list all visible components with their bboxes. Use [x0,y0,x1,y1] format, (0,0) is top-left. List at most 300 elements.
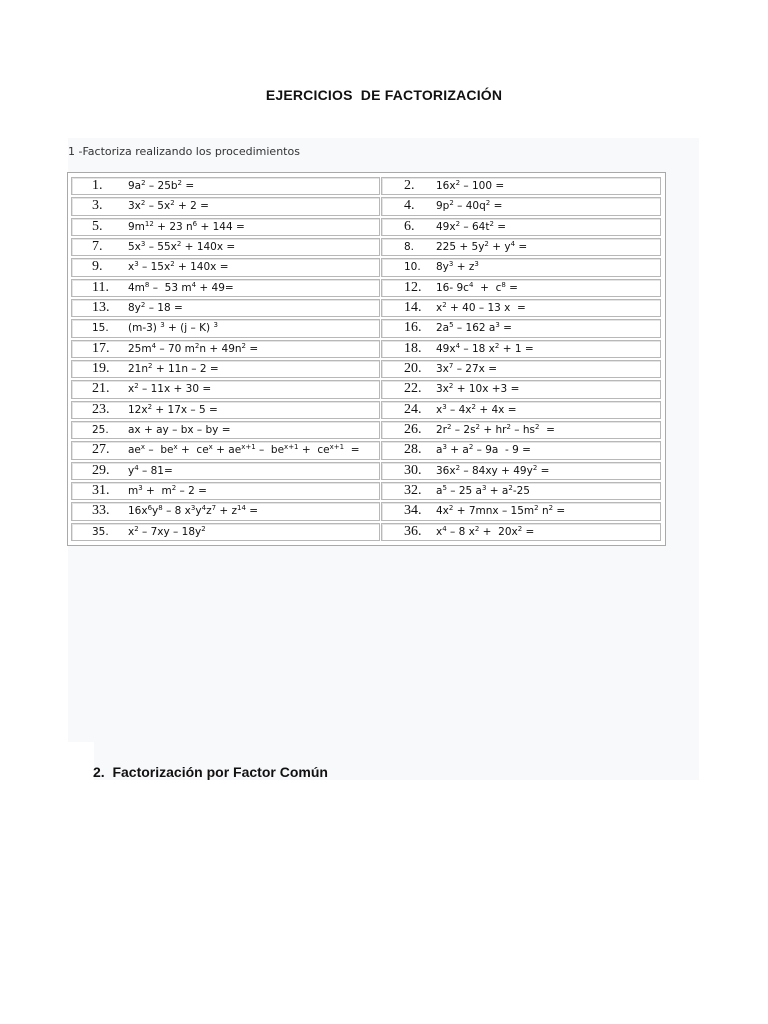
exercise-expression [426,485,530,497]
expression-text: 8y [436,261,449,274]
expression-text: 3x [436,363,449,376]
exponent: 4 [510,240,516,249]
expression-text: + 140x = [174,261,229,274]
expression-text: – 25 a [446,485,482,498]
expression-text: = [493,220,507,233]
expression-text: – 2s [451,424,476,437]
exercise-expression [426,282,518,294]
expression-text: 2a [436,322,450,335]
expression-text: + 20x [479,525,518,538]
exponent: 2 [455,219,461,228]
exponent: x [208,443,213,452]
expression-text: -25 [512,485,530,498]
expression-text: 5x [128,241,141,254]
exercise-cell [71,299,380,317]
section-2-title: Factorización por Factor Común [112,764,328,780]
exponent: 2 [147,402,153,411]
exercise-number: 5. [92,218,103,234]
exercise-cell [381,319,661,337]
exponent: 5 [449,321,454,330]
exercise-number: 29. [92,462,110,478]
exponent: 5 [442,484,447,493]
exponent: 14 [237,504,246,513]
exponent: x [173,443,178,452]
exercise-cell [381,380,661,398]
expression-text: + 49= [196,281,234,294]
exercise-number: 3. [92,198,103,214]
expression-text: – 2 = [176,485,207,498]
exponent: 2 [448,504,454,513]
expression-text: – 70 m [156,342,195,355]
exercise-expression [426,322,512,334]
exercise-expression [116,261,229,273]
exponent: x+1 [241,443,256,452]
exercise-cell [381,299,661,317]
expression-text: – 162 a [453,322,496,335]
expression-text: 49x [436,220,456,233]
exercise-number: 1. [92,178,103,194]
exercise-cell [71,502,380,520]
expression-text: – 5x [145,200,171,213]
exponent: 2 [484,240,489,249]
exponent: 2 [134,524,139,533]
expression-text: + m [142,485,172,498]
expression-text: x [436,302,443,315]
exercise-expression [426,526,534,538]
exponent: 2 [170,260,175,269]
exponent: 2 [449,199,454,208]
expression-text: 3x [128,200,141,213]
exercise-cell [71,421,380,439]
exercise-number: 21. [92,381,110,397]
expression-text: 2r [436,424,447,437]
exponent: 2 [471,402,476,411]
expression-text: z [206,505,212,518]
exercise-cell [381,523,661,541]
expression-text: – 8 x [162,505,191,518]
expression-text: ax + ay – bx – by = [128,424,231,437]
exponent: 2 [140,199,146,208]
exercise-number: 24. [404,401,422,417]
exercise-number: 17. [92,340,110,356]
expression-text: + 11n – 2 = [152,363,219,376]
exercise-cell [381,360,661,378]
exercise-expression [426,200,502,212]
document-title: EJERCICIOS DE FACTORIZACIÓN [265,87,503,103]
expression-text: – 7xy – 18y [138,525,202,538]
exercise-cell [71,238,380,256]
exercise-cell [381,482,661,500]
exercise-expression [116,505,258,517]
exercise-number: 36. [404,523,422,539]
expression-text: 16x [128,505,148,518]
expression-text: – be [255,444,285,457]
expression-text: + 7mnx – 15m [453,505,535,518]
exponent: 2 [141,179,146,188]
exponent: 3 [442,443,447,452]
exercise-expression [426,363,497,375]
exercise-cell [71,197,380,215]
exercise-number: 31. [92,483,110,499]
expression-text: y [195,505,202,518]
exercise-cell [71,523,380,541]
exercise-number: 16. [404,320,422,336]
exercise-number: 13. [92,300,110,316]
exercise-expression [426,221,506,233]
expression-text: + 2 = [174,200,209,213]
exercise-expression [116,404,218,416]
exponent: 4 [201,504,207,513]
expression-text: a [436,485,443,498]
expression-text: – 53 m [149,281,192,294]
expression-text: 36x [436,464,456,477]
exercise-number: 8. [404,241,415,254]
expression-text: 9a [128,180,142,193]
exponent: 2 [508,484,513,493]
panel-notch [68,742,94,782]
exponent: 4 [191,280,197,289]
expression-text: – 64t [460,220,490,233]
exponent: 2 [140,301,146,310]
expression-text: – 11x + 30 = [138,383,212,396]
exponent: 3 [134,260,139,269]
expression-text: + 140x = [181,241,236,254]
expression-text: – 18 = [145,302,183,315]
expression-text: – 84xy + 49y [460,464,533,477]
expression-text: = [515,241,528,254]
exponent: 2 [468,443,474,452]
exercise-expression [426,261,479,273]
exercise-cell [71,177,380,195]
exercise-number: 18. [404,340,422,356]
exponent: 8 [144,280,150,289]
exponent: 2 [474,524,480,533]
exercise-cell [381,218,661,236]
expression-text: + 23 n [153,220,193,233]
exponent: 3 [213,321,218,330]
exercise-number: 20. [404,361,422,377]
exercise-expression [426,241,527,253]
exponent: 2 [201,524,206,533]
exercise-number: 7. [92,239,103,255]
exponent: 4 [455,341,461,350]
exponent: 3 [160,321,165,330]
exponent: 2 [148,362,153,371]
expression-text: – 55x [145,241,177,254]
exercise-expression [116,322,218,334]
expression-text: – be [145,444,174,457]
exercise-number: 30. [404,462,422,478]
expression-text: – 15x [138,261,171,274]
expression-text: x [436,403,443,416]
exponent: 3 [138,484,143,493]
exercise-cell [71,258,380,276]
exercise-cell [71,482,380,500]
exponent: 2 [475,423,481,432]
exercise-cell [71,319,380,337]
exercise-number: 19. [92,361,110,377]
expression-text: + (j – K) [164,322,214,335]
expression-text: 12x [128,403,148,416]
expression-text: = [246,342,259,355]
expression-text: – 18 x [460,342,495,355]
exercise-expression [426,383,519,395]
expression-text: 225 + 5y [436,241,485,254]
expression-text: + ae [212,444,242,457]
expression-text: – 100 = [460,180,505,193]
expression-text: – hs [510,424,535,437]
expression-text: + 40 – 13 x = [446,302,526,315]
exercise-cell [71,441,380,459]
expression-text: = [505,281,518,294]
exponent: 7 [211,504,217,513]
exercise-expression [426,404,517,416]
exponent: 8 [501,280,506,289]
exponent: 3 [190,504,196,513]
exponent: 3 [495,321,500,330]
exponent: 2 [455,179,461,188]
exercise-number: 27. [92,442,110,458]
expression-text: 16x [436,180,456,193]
exponent: 2 [170,199,175,208]
exponent: 6 [192,219,198,228]
expression-text: 25m [128,342,152,355]
expression-text: 4m [128,281,145,294]
expression-text: = [499,322,512,335]
exercise-expression [116,424,231,436]
exercise-number: 26. [404,422,422,438]
expression-text: = [182,180,195,193]
exercise-expression [116,383,211,395]
expression-text: + y [488,241,511,254]
exponent: 3 [140,240,146,249]
exercise-number: 33. [92,503,110,519]
expression-text: + 17x – 5 = [152,403,218,416]
exponent: 12 [144,219,154,228]
expression-text: + 10x +3 = [453,383,520,396]
expression-text: – 4x [446,403,472,416]
exponent: 2 [447,423,452,432]
exercise-expression [426,505,565,517]
expression-text: + ce [177,444,209,457]
expression-text: 21n [128,363,149,376]
exercise-cell [71,340,380,358]
expression-text: + hr [480,424,507,437]
expression-text: – 40q [453,200,486,213]
expression-text: + a [446,444,469,457]
exercise-expression [116,282,234,294]
expression-text: + 144 = [197,220,245,233]
exercise-expression [116,526,206,538]
exponent: 2 [494,341,500,350]
exponent: 2 [534,504,539,513]
exercise-expression [116,343,258,355]
expression-text: n [538,505,549,518]
exponent: 2 [489,219,494,228]
expression-text: = [522,525,535,538]
expression-text: + a [486,485,509,498]
expression-text: 49x [436,342,456,355]
exponent: x+1 [284,443,299,452]
exponent: x+1 [329,443,345,452]
exercise-number: 22. [404,381,422,397]
exercise-cell [381,441,661,459]
exercise-cell [381,421,661,439]
expression-text: + 4x = [475,403,517,416]
exponent: 4 [442,524,447,533]
expression-text: + z [453,261,475,274]
exponent: 3 [481,484,487,493]
exercise-cell [381,401,661,419]
expression-text: + z [216,505,238,518]
exercise-expression [116,465,173,477]
exercise-number: 14. [404,300,422,316]
section-2-number: 2. [93,764,105,780]
exercise-expression [426,424,555,436]
exercise-cell [71,380,380,398]
expression-text: = [490,200,503,213]
exercise-number: 4. [404,198,415,214]
exercise-column-left [71,176,380,542]
exponent: 2 [535,423,540,432]
exercise-cell [71,462,380,480]
exponent: x [140,443,146,452]
exercise-expression [116,241,235,253]
exercise-table [67,172,666,546]
expression-text: y [152,505,159,518]
exercise-cell [381,502,661,520]
expression-text: 8y [128,302,141,315]
expression-text: x [436,525,443,538]
expression-text: + 1 = [499,342,534,355]
exponent: 6 [147,504,153,513]
exercise-expression [116,444,360,456]
exercise-number: 2. [404,178,415,194]
exercise-number: 11. [92,279,109,295]
exercise-cell [381,197,661,215]
exponent: 8 [158,504,163,513]
instruction-text: 1 -Factoriza realizando los procedimientos [68,145,300,158]
exponent: 4 [468,280,474,289]
expression-text: – 8 x [446,525,475,538]
exercise-number: 28. [404,442,422,458]
expression-text: m [128,485,139,498]
exercise-cell [381,258,661,276]
exponent: 2 [442,301,447,310]
exponent: 2 [134,382,139,391]
exponent: 2 [448,382,454,391]
exercise-cell [71,218,380,236]
expression-text: a [436,444,443,457]
exponent: 2 [455,463,461,472]
exercise-cell [381,462,661,480]
expression-text: ae [128,444,141,457]
exponent: 2 [548,504,554,513]
exercise-cell [71,279,380,297]
expression-text: – 27x = [453,363,498,376]
exercise-number: 10. [404,261,421,274]
exponent: 2 [241,341,247,350]
exercise-number: 9. [92,259,103,275]
section-2-heading [93,764,328,780]
exercise-cell [381,238,661,256]
exponent: 3 [442,402,447,411]
exponent: 2 [171,484,177,493]
exponent: 2 [532,463,538,472]
exercise-expression [116,363,219,375]
exercise-expression [426,302,526,314]
expression-text: x [128,383,135,396]
exercise-number: 23. [92,401,110,417]
exponent: 3 [448,260,454,269]
expression-text: – 9a - 9 = [473,444,531,457]
exercise-cell [381,177,661,195]
expression-text: – 25b [145,180,178,193]
exercise-number: 35. [92,525,109,538]
exercise-expression [426,343,534,355]
expression-text: 16- 9c [436,281,469,294]
expression-text: – 81= [138,464,173,477]
exercise-column-right [381,176,661,542]
exercise-expression [116,180,194,192]
exercise-number: 15. [92,322,109,335]
exercise-number: 12. [404,279,422,295]
expression-text: x [128,525,135,538]
exercise-expression [116,302,183,314]
exercise-cell [381,279,661,297]
expression-text: = [537,464,550,477]
expression-text: n + 49n [199,342,242,355]
expression-text: + c [473,281,502,294]
exponent: 2 [517,524,523,533]
exercise-number: 34. [404,503,422,519]
exponent: 2 [194,341,200,350]
exercise-expression [116,221,245,233]
exponent: 3 [474,260,479,269]
exercise-number: 25. [92,424,109,437]
exercise-cell [381,340,661,358]
exponent: 4 [134,463,139,472]
exponent: 7 [448,362,454,371]
exercise-expression [116,485,207,497]
expression-text: 3x [436,383,449,396]
exercise-expression [426,465,549,477]
exponent: 2 [176,240,182,249]
exponent: 2 [485,199,491,208]
expression-text: = [344,444,360,457]
expression-text: + ce [298,444,330,457]
exponent: 2 [177,179,183,188]
exercise-expression [116,200,209,212]
expression-text: = [245,505,259,518]
exercise-expression [426,180,504,192]
expression-text: 9m [128,220,145,233]
exercise-expression [426,444,531,456]
expression-text: 4x [436,505,449,518]
exercise-cell [71,360,380,378]
exercise-number: 32. [404,483,422,499]
expression-text: = [539,424,555,437]
expression-text: 9p [436,200,450,213]
expression-text: y [128,464,135,477]
exercise-cell [71,401,380,419]
expression-text: x [128,261,135,274]
exercise-number: 6. [404,218,415,234]
exponent: 4 [151,341,157,350]
expression-text: = [553,505,566,518]
expression-text: (m-3) [128,322,161,335]
exponent: 2 [506,423,511,432]
